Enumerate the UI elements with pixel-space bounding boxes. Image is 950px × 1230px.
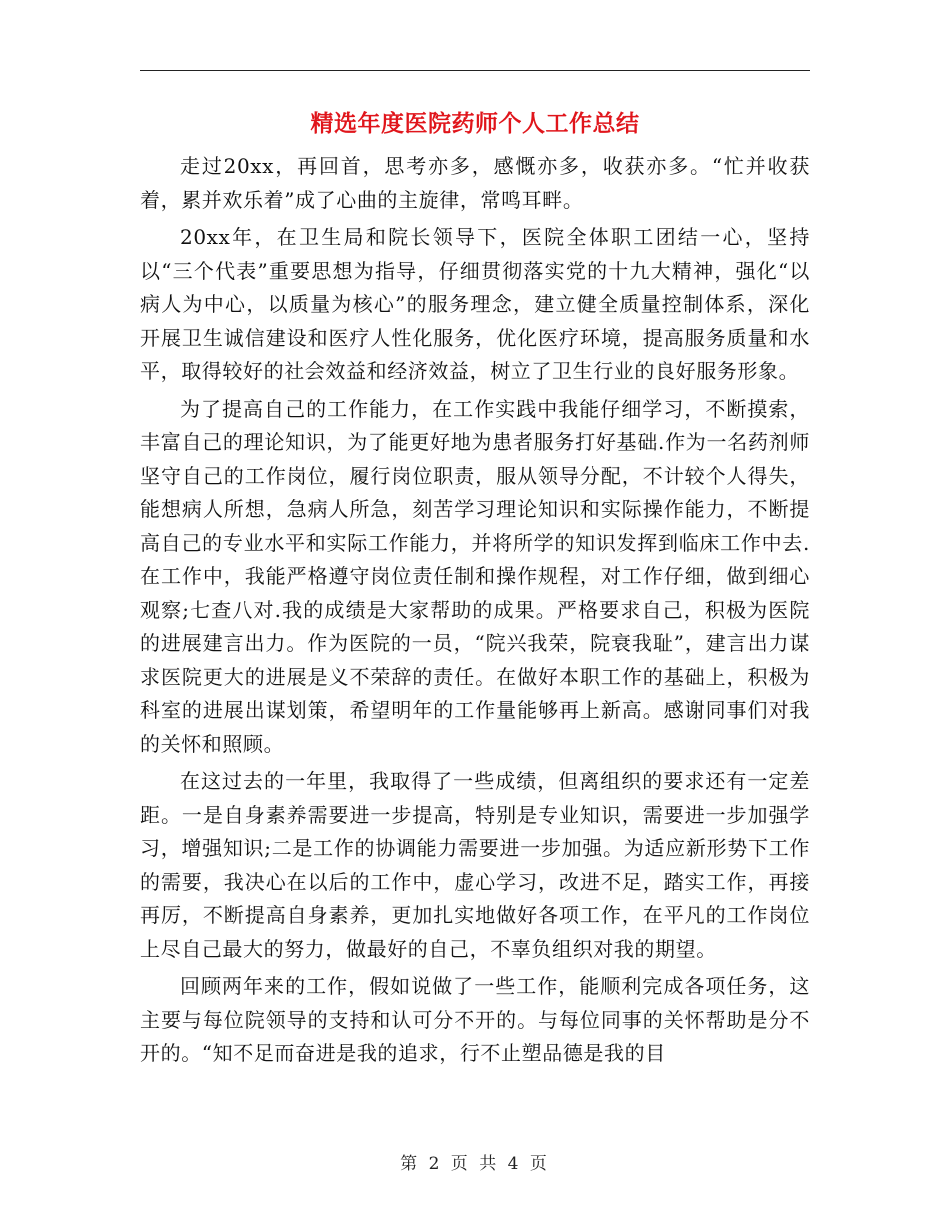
paragraph-2: 20xx年，在卫生局和院长领导下，医院全体职工团结一心，坚持以“三个代表”重要思想为指导，仔细贯彻落实党的十九大精神，强化“以病人为中心，以质量为核心”的服务理念，建立健全质量控制体系，深化开展卫生诚信建设和医疗人性化服务，优化医疗环境，提高服务质量和水平，取得较好的社会效益和经济效益，树立了卫生行业的良好服务形象。 [140, 225, 810, 383]
paragraph-5: 回顾两年来的工作，假如说做了一些工作，能顺利完成各项任务，这主要与每位院领导的支持和认可分不开的。与每位同事的关怀帮助是分不开的。“知不足而奋进是我的追求，行不止塑品德是我的目 [140, 974, 810, 1065]
page-number: 第 2 页 共 4 页 [400, 1154, 550, 1174]
paragraph-1: 走过20xx，再回首，思考亦多，感慨亦多，收获亦多。“忙并收获着，累并欢乐着”成了心曲的主旋律，常鸣耳畔。 [140, 154, 810, 212]
paragraph-3: 为了提高自己的工作能力，在工作实践中我能仔细学习，不断摸索，丰富自己的理论知识，为了能更好地为患者服务打好基础.作为一名药剂师坚守自己的工作岗位，履行岗位职责，服从领导分配，不计较个人得失，能想病人所想，急病人所急，刻苦学习理论知识和实际操作能力，不断提高自己的专业水平和实际工作能力，并将所学的知识发挥到临床工作中去.在工作中，我能严格遵守岗位责任制和操作规程，对工作仔细，做到细心观察;七查八对.我的成绩是大家帮助的成果。严格要求自己，积极为医院的进展建言出力。作为医院的一员，“院兴我荣，院衰我耻”，建言出力谋求医院更大的进展是义不荣辞的责任。在做好本职工作的基础上，积极为科室的进展出谋划策，希望明年的工作量能够再上新高。感谢同事们对我的关怀和照顾。 [140, 396, 810, 756]
header-rule [140, 70, 810, 71]
document-title: 精选年度医院药师个人工作总结 [310, 110, 640, 137]
paragraph-4: 在这过去的一年里，我取得了一些成绩，但离组织的要求还有一定差距。一是自身素养需要进一步提高，特别是专业知识，需要进一步加强学习，增强知识;二是工作的协调能力需要进一步加强。为适应新形势下工作的需要，我决心在以后的工作中，虚心学习，改进不足，踏实工作，再接再厉，不断提高自身素养，更加扎实地做好各项工作，在平凡的工作岗位上尽自己最大的努力，做最好的自己，不辜负组织对我的期望。 [140, 769, 810, 961]
document-body [140, 150, 810, 1075]
